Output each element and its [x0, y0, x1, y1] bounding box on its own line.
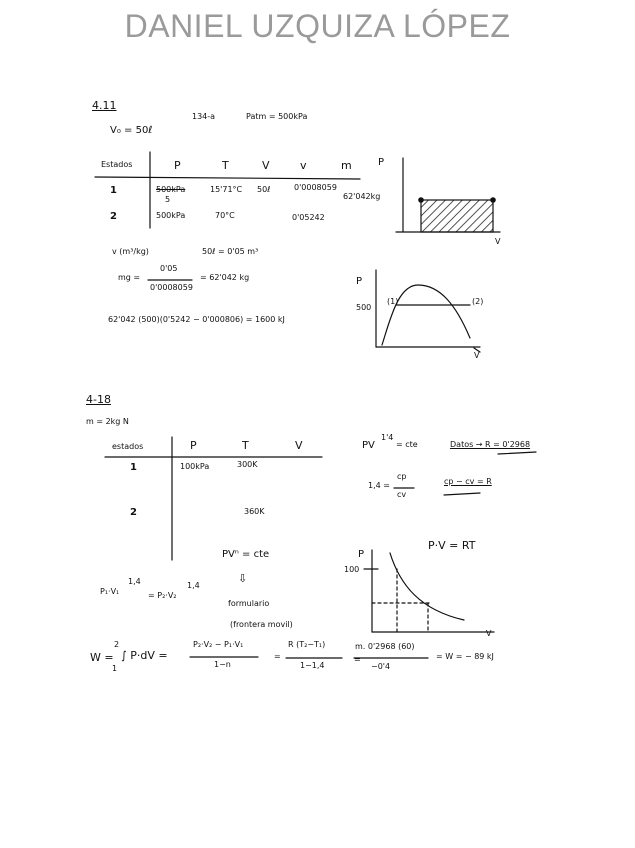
datos-double-underline	[498, 452, 536, 454]
graph1-point2: (2)	[472, 297, 484, 306]
table1-row1-pressure-correction: 5	[165, 195, 171, 204]
ideal-gas-law: P·V = RT	[428, 539, 476, 552]
table2-header-estados: estados	[112, 442, 144, 451]
table1-row1-pressure-crossed: 500kPa	[156, 185, 186, 194]
problem-number-2: 4-18	[86, 393, 111, 406]
table2-header-V: V	[295, 439, 303, 452]
polytropic-rhs: = cte	[396, 440, 418, 449]
work-eq3: =	[354, 655, 361, 664]
table2-row1-state: 1	[130, 462, 137, 473]
mass-lhs: mg =	[118, 273, 141, 282]
graph2-tick: 100	[344, 565, 360, 574]
graph0-v-label: V	[495, 237, 501, 246]
work-eq2: =	[274, 652, 281, 661]
work-result: = W = − 89 kJ	[436, 652, 494, 661]
table2-row2-temperature: 360K	[244, 507, 265, 516]
work-frac2-num: R (T₂−T₁)	[288, 640, 326, 649]
table2-header-P: P	[190, 439, 197, 452]
initial-volume: V₀ = 50ℓ	[110, 125, 153, 136]
p2v2-exponent: 1,4	[187, 581, 200, 590]
work-frac1-den: 1−n	[214, 660, 231, 669]
table1-row1-temperature: 15'71°C	[210, 185, 243, 194]
table1-header-rule	[95, 177, 360, 179]
integral-upper-limit: 2	[114, 640, 120, 649]
volume-conversion: 50ℓ = 0'05 m³	[202, 247, 259, 256]
mass-numerator: 0'05	[160, 264, 178, 273]
table1-row1-state: 1	[110, 185, 117, 196]
table1-header-P: P	[174, 159, 181, 172]
table1-header-estados: Estados	[101, 160, 133, 169]
integral-lower-limit: 1	[112, 664, 118, 673]
author-header: DANIEL UZQUIZA LÓPEZ	[124, 8, 511, 44]
graph0-state1-dot	[419, 198, 423, 202]
graph0-state2-dot	[491, 198, 495, 202]
graph1-tick: 500	[356, 303, 372, 312]
atmospheric-pressure: Patm = 500kPa	[246, 112, 308, 121]
refrigerant: 134-a	[192, 112, 216, 121]
mass-denominator: 0'0008059	[150, 283, 193, 292]
work-lhs: W =	[90, 651, 114, 664]
table1-row1-volume: 50ℓ	[257, 185, 271, 194]
table2-row1-pressure: 100kPa	[180, 462, 210, 471]
gamma-lhs: 1,4 =	[368, 481, 390, 490]
cp-label: cp	[397, 472, 407, 481]
polytropic-pv: PV	[362, 440, 375, 451]
work-frac3-num: m. 0'2968 (60)	[355, 642, 415, 651]
frontera-note: (frontera movil)	[230, 620, 293, 629]
graph1-v-arrow	[474, 348, 480, 352]
cv-label: cv	[397, 490, 407, 499]
graph2-p-label: P	[358, 549, 365, 560]
integral-pdv: ∫ P·dV =	[121, 649, 168, 662]
mass-note: 62'042kg	[343, 192, 381, 201]
graph1-point1: (1)	[387, 297, 399, 306]
p1v1-exponent: 1,4	[128, 577, 141, 586]
table1-row2-pressure: 500kPa	[156, 211, 186, 220]
data-r-constant: Datos → R = 0'2968	[450, 440, 531, 449]
units-note: v (m³/kg)	[112, 247, 149, 256]
graph1-p-label: P	[356, 276, 363, 287]
work-frac2-den: 1−1,4	[300, 661, 325, 670]
mayer-relation: cp − cv = R	[444, 477, 492, 486]
table1-row2-state: 2	[110, 211, 117, 222]
graph2-process-curve	[390, 553, 464, 620]
mass-result: = 62'042 kg	[200, 273, 250, 282]
polytropic-n: PVⁿ = cte	[222, 549, 270, 560]
graph0-work-area	[421, 200, 493, 232]
table1-header-m: m	[341, 159, 352, 172]
table1-row2-temperature: 70°C	[215, 211, 235, 220]
work-frac1-num: P₂·V₂ − P₁·V₁	[193, 640, 244, 649]
p1v1-term: P₁·V₁	[100, 587, 120, 596]
table1-header-v: v	[300, 159, 307, 172]
problem-number-1: 4.11	[92, 99, 117, 112]
formulario-note: formulario	[228, 599, 270, 608]
table2-row1-temperature: 300K	[237, 460, 258, 469]
graph1-v-label: V	[474, 351, 480, 360]
table2-header-T: T	[242, 439, 249, 452]
work-calculation: 62'042 (500)(0'5242 − 0'000806) = 1600 kJ	[108, 315, 285, 324]
graph2-v-label: V	[486, 629, 492, 638]
polytropic-exponent: 1'4	[381, 433, 394, 442]
implies-arrow: ⇩	[238, 572, 248, 585]
mayer-double-underline	[444, 493, 480, 495]
table1-row1-specific-volume: 0'0008059	[294, 183, 337, 192]
graph1-saturation-dome	[382, 285, 470, 345]
table2-row2-state: 2	[130, 507, 137, 518]
mass-nitrogen: m = 2kg N	[86, 417, 129, 426]
table1-header-T: T	[222, 159, 229, 172]
graph0-p-label: P	[378, 157, 385, 168]
work-frac3-den: −0'4	[371, 662, 391, 671]
table1-header-V: V	[262, 159, 270, 172]
table1-row2-specific-volume: 0'05242	[292, 213, 325, 222]
p2v2-term: = P₂·V₂	[148, 591, 177, 600]
